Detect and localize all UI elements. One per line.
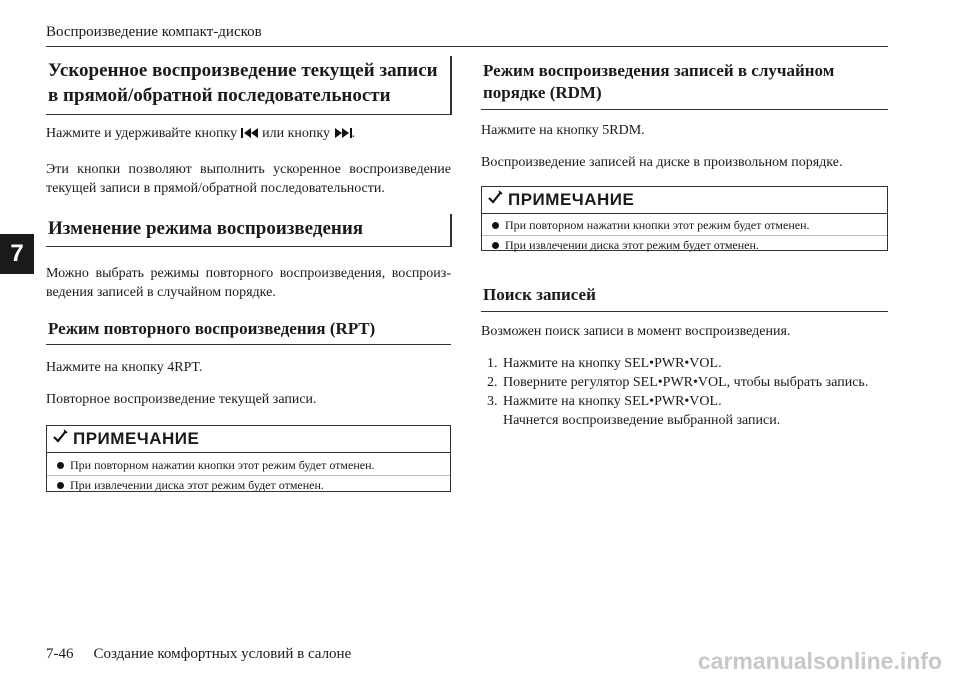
note-box-rdm <box>481 186 888 251</box>
heading-fast-playback <box>46 58 451 115</box>
heading-rdm: Режим воспроизведения записей в случайном порядке (RDM) <box>481 60 888 110</box>
note-title: ПРИМЕЧАНИЕ <box>73 429 200 448</box>
page-footer <box>46 646 351 663</box>
skip-back-rewind-icon <box>241 125 259 144</box>
heading-line-1: Ускоренное воспроизведение текущей записи <box>48 60 438 81</box>
note-item: При извлечении диска этот режим будет отменен. <box>482 235 887 254</box>
note-item: При извлечении диска этот режим будет отменен. <box>47 475 450 494</box>
fast-forward-skip-icon <box>334 125 352 144</box>
note-item: При повторном нажатии кнопки этот режим будет отменен. <box>482 216 887 234</box>
pen-check-icon <box>486 189 504 212</box>
note-title: ПРИМЕЧАНИЕ <box>508 190 635 209</box>
paragraph-press-rdm: Нажмите на кнопку 5RDM. <box>481 123 645 138</box>
step-continuation: Начнется воспроизведение выбранной записи. <box>503 413 781 428</box>
step-item: 1. Нажмите на кнопку SEL•PWR•VOL. <box>487 356 722 371</box>
search-steps <box>487 354 888 430</box>
section-title: Создание комфортных условий в салоне <box>93 646 352 662</box>
note-header <box>482 187 887 214</box>
note-box-rpt <box>46 425 451 492</box>
bullet-icon <box>57 482 64 489</box>
header-rule <box>46 46 888 47</box>
paragraph-rdm-desc: Воспроизведение записей на диске в произвольном порядке. <box>481 155 843 170</box>
step-item: 3. Нажмите на кнопку SEL•PWR•VOL. <box>487 394 722 409</box>
heading-rpt: Режим повторного воспроизведения (RPT) <box>46 318 451 345</box>
pen-check-icon <box>51 428 69 451</box>
watermark: carmanualsonline.info <box>697 648 942 674</box>
step-item: 2. Поверните регулятор SEL•PWR•VOL, чтобы выбрать запись. <box>487 375 869 390</box>
note-header <box>47 426 450 453</box>
paragraph-hold-buttons: Нажмите и удерживайте кнопку или кнопку . <box>46 124 451 144</box>
paragraph-press-rpt: Нажмите на кнопку 4RPT. <box>46 360 203 375</box>
bullet-icon <box>492 222 499 229</box>
bullet-icon <box>492 242 499 249</box>
paragraph-modes: Можно выбрать режимы повторного воспроизведения, воспроиз-ведения записей в случайном порядке. <box>46 266 451 300</box>
heading-change-mode: Изменение режима воспроизведения <box>46 216 451 247</box>
bullet-icon <box>57 462 64 469</box>
heading-line-2: в прямой/обратной последовательности <box>48 85 391 106</box>
page-number: 7-46 <box>46 646 74 662</box>
chapter-tab: 7 <box>0 234 34 274</box>
paragraph-fast-playback-desc: Эти кнопки позволяют выполнить ускоренное воспроизведение текущей записи в прямой/обратной последовательности. <box>46 162 451 196</box>
running-header: Воспроизведение компакт-дисков <box>46 24 262 40</box>
note-item: При повторном нажатии кнопки этот режим будет отменен. <box>47 456 450 474</box>
paragraph-search-desc: Возможен поиск записи в момент воспроизведения. <box>481 324 791 339</box>
paragraph-rpt-desc: Повторное воспроизведение текущей записи. <box>46 392 317 407</box>
heading-search: Поиск записей <box>481 284 888 312</box>
